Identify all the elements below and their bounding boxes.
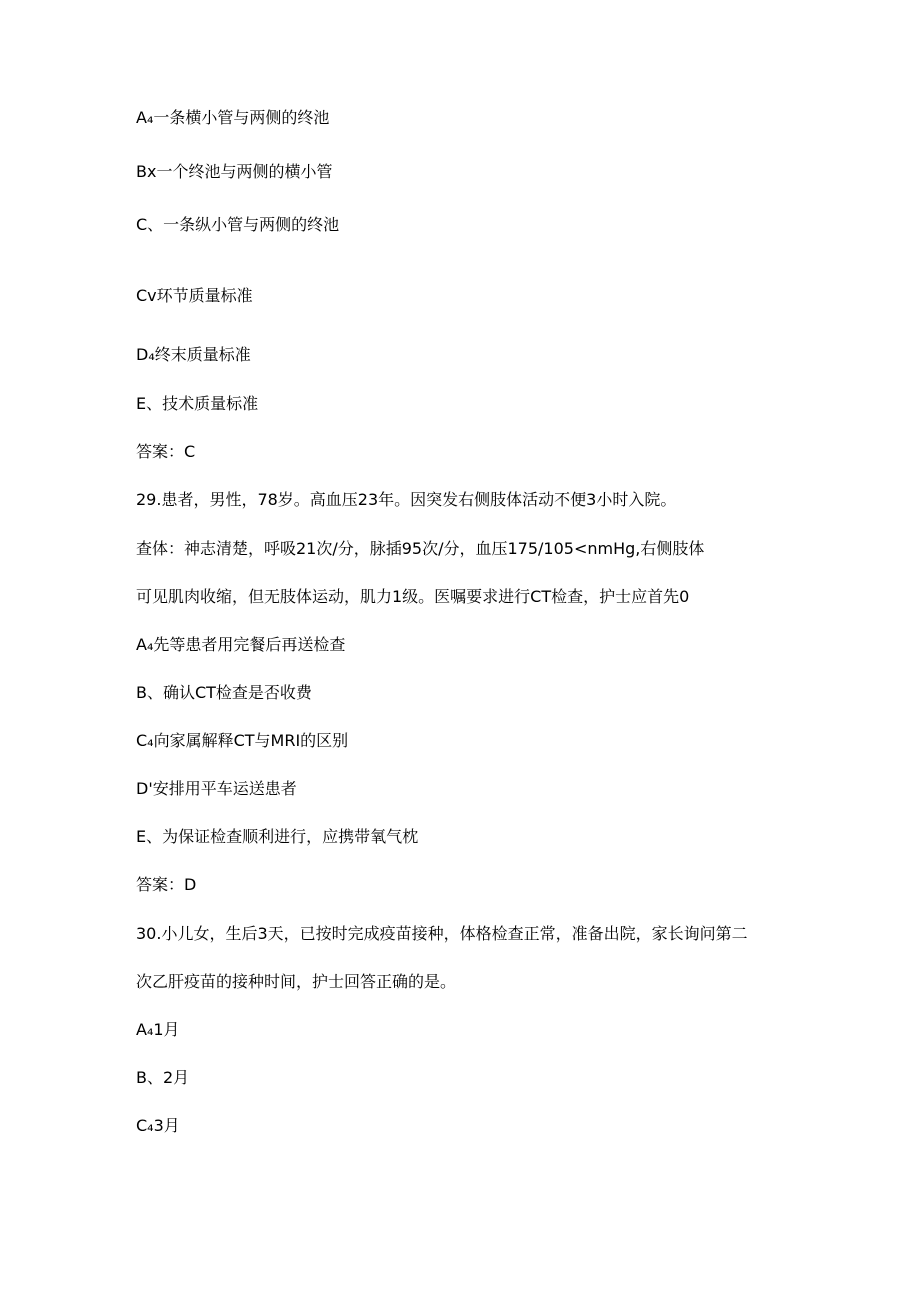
option-a-line: A₄1月 <box>136 1020 180 1039</box>
option-d-line: D₄终末质量标准 <box>136 345 251 364</box>
option-e-line: E、为保证检查顺利进行，应携带氧气枕 <box>136 827 419 846</box>
option-b-line: B、确认CT检查是否收费 <box>136 683 312 702</box>
option-c-line: C₄3月 <box>136 1116 180 1135</box>
option-c-line: C₄向家属解释CT与MRI的区别 <box>136 731 349 750</box>
answer-line: 答案：D <box>136 875 197 894</box>
question-29-line: 查体：神志清楚，呼吸21次/分，脉插95次/分，血压175/105<nmHg,右侧肢体 <box>136 539 705 558</box>
option-a-line: A₄先等患者用完餐后再送检查 <box>136 635 346 654</box>
question-30-line: 30.小儿女，生后3天，已按时完成疫苗接种，体格检查正常，准备出院，家长询问第二 <box>136 924 748 943</box>
option-e-line: E、技术质量标准 <box>136 394 259 413</box>
option-a-line: A₄一条横小管与两侧的终池 <box>136 108 330 127</box>
question-30-line: 次乙肝疫苗的接种时间，护士回答正确的是。 <box>136 972 457 991</box>
question-29-line: 29.患者，男性，78岁。高血压23年。因突发右侧肢体活动不便3小时入院。 <box>136 490 677 509</box>
option-c-line: C、一条纵小管与两侧的终池 <box>136 215 340 234</box>
option-c-line: Cv环节质量标准 <box>136 286 253 305</box>
answer-line: 答案：C <box>136 442 196 461</box>
option-b-line: Bx一个终池与两侧的横小管 <box>136 162 333 181</box>
option-d-line: D'安排用平车运送患者 <box>136 779 297 798</box>
question-29-line: 可见肌肉收缩，但无肢体运动，肌力1级。医嘱要求进行CT检查，护士应首先0 <box>136 587 690 606</box>
option-b-line: B、2月 <box>136 1068 190 1087</box>
